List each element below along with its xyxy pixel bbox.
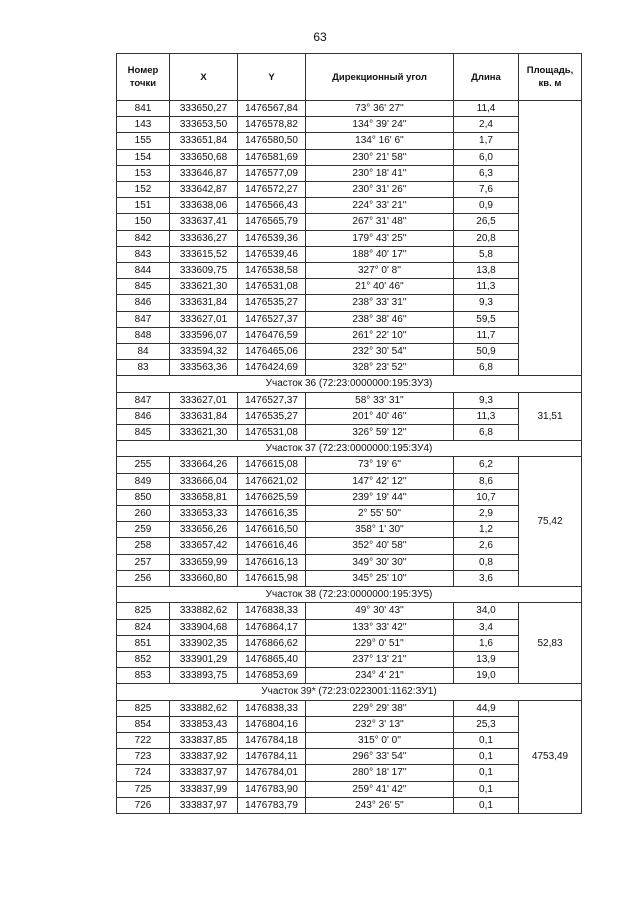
- x-cell: 333651,84: [170, 133, 238, 149]
- y-cell: 1476566,43: [238, 198, 306, 214]
- point-number-cell: 723: [117, 749, 170, 765]
- area-cell: [519, 101, 582, 376]
- table-row: [117, 668, 582, 684]
- point-number-cell: 258: [117, 538, 170, 554]
- y-cell: 1476531,08: [238, 279, 306, 295]
- point-number-cell: 847: [117, 311, 170, 327]
- table-row: [117, 554, 582, 570]
- y-cell: 1476616,35: [238, 506, 306, 522]
- x-cell: 333638,06: [170, 198, 238, 214]
- x-cell: 333882,62: [170, 603, 238, 619]
- x-cell: 333636,27: [170, 230, 238, 246]
- x-cell: 333615,52: [170, 246, 238, 262]
- direction-angle-cell: 147° 42' 12'': [306, 473, 454, 489]
- y-cell: 1476866,62: [238, 635, 306, 651]
- table-row: [117, 603, 582, 619]
- table-row: [117, 732, 582, 748]
- table-row: [117, 651, 582, 667]
- direction-angle-cell: 188° 40' 17'': [306, 246, 454, 262]
- y-cell: 1476783,79: [238, 797, 306, 813]
- section-title: Участок 36 (72:23:0000000:195:ЗУ3): [117, 376, 582, 392]
- point-number-cell: 260: [117, 506, 170, 522]
- table-row: [117, 489, 582, 505]
- table-row: [117, 408, 582, 424]
- point-number-cell: 842: [117, 230, 170, 246]
- direction-angle-cell: 267° 31' 48'': [306, 214, 454, 230]
- y-cell: 1476538,58: [238, 263, 306, 279]
- point-number-cell: 852: [117, 651, 170, 667]
- table-row: [117, 700, 582, 716]
- x-cell: 333901,29: [170, 651, 238, 667]
- x-cell: 333642,87: [170, 182, 238, 198]
- point-number-cell: 849: [117, 473, 170, 489]
- y-cell: 1476565,79: [238, 214, 306, 230]
- table-row: [117, 327, 582, 343]
- length-cell: 0,1: [454, 781, 519, 797]
- y-cell: 1476621,02: [238, 473, 306, 489]
- y-cell: 1476615,08: [238, 457, 306, 473]
- point-number-cell: 825: [117, 700, 170, 716]
- x-cell: 333660,80: [170, 570, 238, 586]
- x-cell: 333653,33: [170, 506, 238, 522]
- table-row: [117, 182, 582, 198]
- point-number-cell: 844: [117, 263, 170, 279]
- length-cell: 11,7: [454, 327, 519, 343]
- point-number-cell: 150: [117, 214, 170, 230]
- x-cell: 333658,81: [170, 489, 238, 505]
- point-number-cell: 825: [117, 603, 170, 619]
- point-number-cell: 850: [117, 489, 170, 505]
- direction-angle-cell: 73° 36' 27'': [306, 101, 454, 117]
- point-number-cell: 724: [117, 765, 170, 781]
- section-title-row: [117, 441, 582, 457]
- point-number-cell: 726: [117, 797, 170, 813]
- direction-angle-cell: 224° 33' 21'': [306, 198, 454, 214]
- x-cell: 333837,85: [170, 732, 238, 748]
- y-cell: 1476465,06: [238, 344, 306, 360]
- point-number-cell: 846: [117, 295, 170, 311]
- x-cell: 333653,50: [170, 117, 238, 133]
- direction-angle-cell: 230° 31' 26'': [306, 182, 454, 198]
- length-cell: 8,6: [454, 473, 519, 489]
- direction-angle-cell: 201° 40' 46'': [306, 408, 454, 424]
- direction-angle-cell: 239° 19' 44'': [306, 489, 454, 505]
- length-cell: 2,4: [454, 117, 519, 133]
- length-cell: 1,2: [454, 522, 519, 538]
- length-cell: 0,1: [454, 765, 519, 781]
- table-row: [117, 392, 582, 408]
- length-cell: 1,7: [454, 133, 519, 149]
- area-cell: 75,42: [519, 457, 582, 587]
- point-number-cell: 152: [117, 182, 170, 198]
- table-row: [117, 117, 582, 133]
- length-cell: 5,8: [454, 246, 519, 262]
- y-cell: 1476838,33: [238, 603, 306, 619]
- point-number-cell: 722: [117, 732, 170, 748]
- header-y: Y: [238, 54, 306, 101]
- table-row: [117, 344, 582, 360]
- area-cell: 52,83: [519, 603, 582, 684]
- direction-angle-cell: 326° 59' 12'': [306, 425, 454, 441]
- table-row: [117, 263, 582, 279]
- x-cell: 333650,68: [170, 149, 238, 165]
- point-number-cell: 851: [117, 635, 170, 651]
- direction-angle-cell: 259° 41' 42'': [306, 781, 454, 797]
- table-row: [117, 214, 582, 230]
- direction-angle-cell: 232° 30' 54'': [306, 344, 454, 360]
- x-cell: 333656,26: [170, 522, 238, 538]
- length-cell: 10,7: [454, 489, 519, 505]
- point-number-cell: 155: [117, 133, 170, 149]
- length-cell: 6,3: [454, 165, 519, 181]
- x-cell: 333650,27: [170, 101, 238, 117]
- x-cell: 333646,87: [170, 165, 238, 181]
- direction-angle-cell: 280° 18' 17'': [306, 765, 454, 781]
- table-row: [117, 165, 582, 181]
- x-cell: 333837,92: [170, 749, 238, 765]
- length-cell: 2,6: [454, 538, 519, 554]
- direction-angle-cell: 328° 23' 52'': [306, 360, 454, 376]
- x-cell: 333563,36: [170, 360, 238, 376]
- direction-angle-cell: 238° 33' 31'': [306, 295, 454, 311]
- x-cell: 333882,62: [170, 700, 238, 716]
- direction-angle-cell: 261° 22' 10'': [306, 327, 454, 343]
- y-cell: 1476476,59: [238, 327, 306, 343]
- direction-angle-cell: 296° 33' 54'': [306, 749, 454, 765]
- length-cell: 20,8: [454, 230, 519, 246]
- direction-angle-cell: 179° 43' 25'': [306, 230, 454, 246]
- length-cell: 0,9: [454, 198, 519, 214]
- direction-angle-cell: 134° 16' 6'': [306, 133, 454, 149]
- point-number-cell: 255: [117, 457, 170, 473]
- point-number-cell: 848: [117, 327, 170, 343]
- length-cell: 6,2: [454, 457, 519, 473]
- direction-angle-cell: 358° 1' 30'': [306, 522, 454, 538]
- x-cell: 333596,07: [170, 327, 238, 343]
- table-row: [117, 619, 582, 635]
- page-number: 63: [313, 30, 327, 44]
- length-cell: 13,9: [454, 651, 519, 667]
- header-x: X: [170, 54, 238, 101]
- table-row: [117, 101, 582, 117]
- length-cell: 7,6: [454, 182, 519, 198]
- x-cell: 333664,26: [170, 457, 238, 473]
- direction-angle-cell: 21° 40' 46'': [306, 279, 454, 295]
- point-number-cell: 846: [117, 408, 170, 424]
- length-cell: 9,3: [454, 295, 519, 311]
- x-cell: 333609,75: [170, 263, 238, 279]
- direction-angle-cell: 230° 21' 58'': [306, 149, 454, 165]
- section-title-row: [117, 587, 582, 603]
- table-row: [117, 279, 582, 295]
- x-cell: 333853,43: [170, 716, 238, 732]
- y-cell: 1476625,59: [238, 489, 306, 505]
- x-cell: 333837,97: [170, 765, 238, 781]
- length-cell: 3,4: [454, 619, 519, 635]
- length-cell: 19,0: [454, 668, 519, 684]
- length-cell: 13,8: [454, 263, 519, 279]
- y-cell: 1476535,27: [238, 408, 306, 424]
- y-cell: 1476864,17: [238, 619, 306, 635]
- table-row: [117, 457, 582, 473]
- direction-angle-cell: 349° 30' 30'': [306, 554, 454, 570]
- section-title: Участок 38 (72:23:0000000:195:ЗУ5): [117, 587, 582, 603]
- header-point-number: Номер точки: [117, 54, 170, 101]
- x-cell: 333594,32: [170, 344, 238, 360]
- x-cell: 333621,30: [170, 425, 238, 441]
- point-number-cell: 847: [117, 392, 170, 408]
- table-row: [117, 198, 582, 214]
- direction-angle-cell: 243° 26' 5'': [306, 797, 454, 813]
- x-cell: 333627,01: [170, 311, 238, 327]
- length-cell: 50,9: [454, 344, 519, 360]
- y-cell: 1476531,08: [238, 425, 306, 441]
- y-cell: 1476616,46: [238, 538, 306, 554]
- point-number-cell: 845: [117, 425, 170, 441]
- table-row: [117, 522, 582, 538]
- y-cell: 1476838,33: [238, 700, 306, 716]
- point-number-cell: 845: [117, 279, 170, 295]
- point-number-cell: 853: [117, 668, 170, 684]
- y-cell: 1476577,09: [238, 165, 306, 181]
- direction-angle-cell: 49° 30' 43'': [306, 603, 454, 619]
- table-row: [117, 230, 582, 246]
- length-cell: 59,5: [454, 311, 519, 327]
- table-row: [117, 149, 582, 165]
- point-number-cell: 151: [117, 198, 170, 214]
- y-cell: 1476865,40: [238, 651, 306, 667]
- point-number-cell: 153: [117, 165, 170, 181]
- direction-angle-cell: 229° 0' 51'': [306, 635, 454, 651]
- length-cell: 11,3: [454, 279, 519, 295]
- section-title-row: [117, 376, 582, 392]
- table-header-row: [117, 54, 582, 101]
- point-number-cell: 84: [117, 344, 170, 360]
- y-cell: 1476539,36: [238, 230, 306, 246]
- point-number-cell: 83: [117, 360, 170, 376]
- y-cell: 1476578,82: [238, 117, 306, 133]
- table-row: [117, 635, 582, 651]
- coordinates-table: [116, 53, 582, 814]
- x-cell: 333902,35: [170, 635, 238, 651]
- direction-angle-cell: 238° 38' 46'': [306, 311, 454, 327]
- direction-angle-cell: 229° 29' 38'': [306, 700, 454, 716]
- x-cell: 333631,84: [170, 295, 238, 311]
- table-row: [117, 425, 582, 441]
- length-cell: 0,1: [454, 749, 519, 765]
- point-number-cell: 824: [117, 619, 170, 635]
- y-cell: 1476572,27: [238, 182, 306, 198]
- direction-angle-cell: 73° 19' 6'': [306, 457, 454, 473]
- table-row: [117, 246, 582, 262]
- length-cell: 34,0: [454, 603, 519, 619]
- y-cell: 1476424,69: [238, 360, 306, 376]
- y-cell: 1476567,84: [238, 101, 306, 117]
- x-cell: 333837,99: [170, 781, 238, 797]
- y-cell: 1476784,11: [238, 749, 306, 765]
- length-cell: 25,3: [454, 716, 519, 732]
- length-cell: 2,9: [454, 506, 519, 522]
- table-row: [117, 506, 582, 522]
- table-row: [117, 133, 582, 149]
- point-number-cell: 841: [117, 101, 170, 117]
- y-cell: 1476539,46: [238, 246, 306, 262]
- y-cell: 1476804,16: [238, 716, 306, 732]
- table-row: [117, 311, 582, 327]
- length-cell: 11,3: [454, 408, 519, 424]
- x-cell: 333837,97: [170, 797, 238, 813]
- table-row: [117, 473, 582, 489]
- y-cell: 1476784,18: [238, 732, 306, 748]
- direction-angle-cell: 230° 18' 41'': [306, 165, 454, 181]
- length-cell: 1,6: [454, 635, 519, 651]
- header-length: Длина: [454, 54, 519, 101]
- length-cell: 0,1: [454, 732, 519, 748]
- table-row: [117, 295, 582, 311]
- direction-angle-cell: 58° 33' 31'': [306, 392, 454, 408]
- table-row: [117, 716, 582, 732]
- x-cell: 333631,84: [170, 408, 238, 424]
- y-cell: 1476527,37: [238, 392, 306, 408]
- table-row: [117, 765, 582, 781]
- section-title: Участок 37 (72:23:0000000:195:ЗУ4): [117, 441, 582, 457]
- y-cell: 1476535,27: [238, 295, 306, 311]
- length-cell: 0,8: [454, 554, 519, 570]
- x-cell: 333659,99: [170, 554, 238, 570]
- length-cell: 26,5: [454, 214, 519, 230]
- table-row: [117, 360, 582, 376]
- direction-angle-cell: 345° 25' 10'': [306, 570, 454, 586]
- table-body: [117, 101, 582, 814]
- x-cell: 333637,41: [170, 214, 238, 230]
- direction-angle-cell: 2° 55' 50'': [306, 506, 454, 522]
- length-cell: 6,0: [454, 149, 519, 165]
- x-cell: 333893,75: [170, 668, 238, 684]
- x-cell: 333666,04: [170, 473, 238, 489]
- header-area: Площадь, кв. м: [519, 54, 582, 101]
- length-cell: 9,3: [454, 392, 519, 408]
- x-cell: 333657,42: [170, 538, 238, 554]
- point-number-cell: 854: [117, 716, 170, 732]
- length-cell: 3,6: [454, 570, 519, 586]
- point-number-cell: 257: [117, 554, 170, 570]
- y-cell: 1476783,90: [238, 781, 306, 797]
- y-cell: 1476615,98: [238, 570, 306, 586]
- point-number-cell: 843: [117, 246, 170, 262]
- direction-angle-cell: 327° 0' 8'': [306, 263, 454, 279]
- table-row: [117, 749, 582, 765]
- table-row: [117, 538, 582, 554]
- length-cell: 0,1: [454, 797, 519, 813]
- area-cell: 31,51: [519, 392, 582, 441]
- area-cell: 4753,49: [519, 700, 582, 813]
- header-direction-angle: Дирекционный угол: [306, 54, 454, 101]
- point-number-cell: 143: [117, 117, 170, 133]
- y-cell: 1476581,69: [238, 149, 306, 165]
- y-cell: 1476853,69: [238, 668, 306, 684]
- y-cell: 1476527,37: [238, 311, 306, 327]
- table-row: [117, 570, 582, 586]
- direction-angle-cell: 134° 39' 24'': [306, 117, 454, 133]
- point-number-cell: 256: [117, 570, 170, 586]
- length-cell: 6,8: [454, 360, 519, 376]
- length-cell: 6,8: [454, 425, 519, 441]
- direction-angle-cell: 133° 33' 42'': [306, 619, 454, 635]
- section-title: Участок 39* (72:23:0223001:1162:ЗУ1): [117, 684, 582, 700]
- y-cell: 1476784,01: [238, 765, 306, 781]
- point-number-cell: 725: [117, 781, 170, 797]
- direction-angle-cell: 232° 3' 13'': [306, 716, 454, 732]
- x-cell: 333621,30: [170, 279, 238, 295]
- x-cell: 333627,01: [170, 392, 238, 408]
- direction-angle-cell: 234° 4' 21'': [306, 668, 454, 684]
- section-title-row: [117, 684, 582, 700]
- direction-angle-cell: 315° 0' 0'': [306, 732, 454, 748]
- point-number-cell: 259: [117, 522, 170, 538]
- length-cell: 11,4: [454, 101, 519, 117]
- x-cell: 333904,68: [170, 619, 238, 635]
- point-number-cell: 154: [117, 149, 170, 165]
- y-cell: 1476616,50: [238, 522, 306, 538]
- direction-angle-cell: 352° 40' 58'': [306, 538, 454, 554]
- table-row: [117, 781, 582, 797]
- table-row: [117, 797, 582, 813]
- y-cell: 1476616,13: [238, 554, 306, 570]
- y-cell: 1476580,50: [238, 133, 306, 149]
- direction-angle-cell: 237° 13' 21'': [306, 651, 454, 667]
- length-cell: 44,9: [454, 700, 519, 716]
